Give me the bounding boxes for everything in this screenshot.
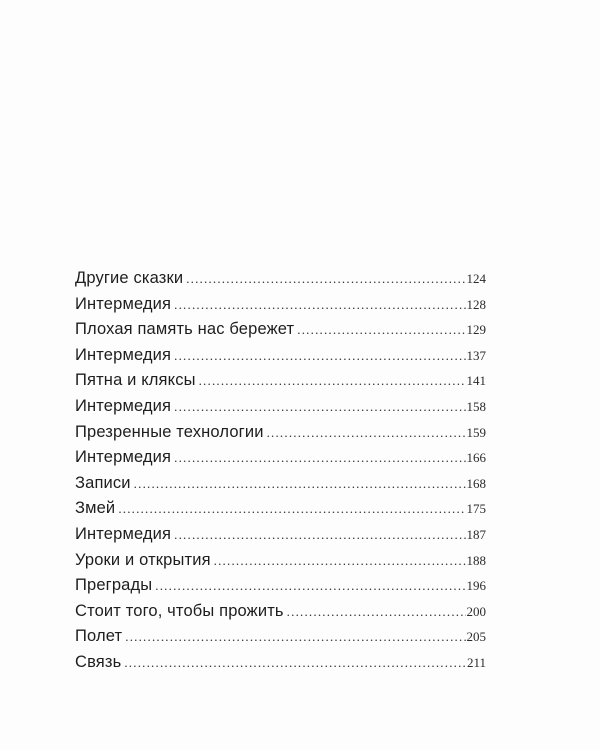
toc-dot-leader <box>174 292 465 318</box>
toc-entry[interactable] <box>75 445 486 471</box>
toc-entry[interactable] <box>75 573 486 599</box>
toc-entry-title: Интермедия <box>75 294 172 313</box>
toc-dot-leader <box>297 317 465 343</box>
toc-entry-title: Записи <box>75 473 131 492</box>
toc-dot-leader <box>118 496 465 522</box>
toc-entry-title: Интермедия <box>75 524 172 543</box>
toc-entry[interactable] <box>75 394 486 420</box>
toc-dot-leader <box>174 522 465 548</box>
toc-entry-page: 175 <box>466 501 486 517</box>
toc-entry-page: 128 <box>466 296 486 312</box>
toc-entry-page: 188 <box>466 552 486 568</box>
toc-dot-leader <box>174 394 465 420</box>
toc-entry[interactable] <box>75 420 486 446</box>
toc-entry[interactable] <box>75 266 486 292</box>
toc-dot-leader <box>134 471 466 497</box>
toc-dot-leader <box>125 624 465 650</box>
toc-entry-title: Связь <box>75 652 122 671</box>
toc-dot-leader <box>124 650 466 676</box>
toc-entry-page: 159 <box>466 424 486 440</box>
toc-dot-leader <box>186 266 465 292</box>
toc-entry[interactable] <box>75 471 486 497</box>
toc-entry[interactable] <box>75 548 486 574</box>
toc-entry-page: 168 <box>466 475 486 491</box>
toc-entry[interactable] <box>75 343 486 369</box>
toc-entry-title: Стоит того, чтобы прожить <box>75 601 284 620</box>
toc-entry-title: Интермедия <box>75 396 172 415</box>
toc-entry-page: 124 <box>466 271 486 286</box>
toc-dot-leader <box>199 368 466 394</box>
toc-entry-title: Преграды <box>75 576 153 595</box>
toc-entry-title: Змей <box>75 499 116 518</box>
toc-entry[interactable] <box>75 522 486 548</box>
toc-dot-leader <box>155 573 465 599</box>
toc-dot-leader <box>267 420 466 446</box>
toc-dot-leader <box>174 445 465 471</box>
toc-entry[interactable] <box>75 368 486 394</box>
toc-entry[interactable] <box>75 624 486 650</box>
toc-entry-title: Плохая память нас бережет <box>75 320 295 339</box>
toc-entry[interactable] <box>75 599 486 625</box>
toc-entry[interactable] <box>75 317 486 343</box>
toc-entry-page: 129 <box>466 322 486 338</box>
toc-entry-title: Пятна и кляксы <box>75 371 196 390</box>
toc-dot-leader <box>174 343 465 369</box>
toc-entry-page: 158 <box>466 398 486 414</box>
toc-entry-page: 166 <box>466 450 486 466</box>
toc-entry-page: 187 <box>466 526 486 542</box>
toc-entry-page: 137 <box>466 347 486 363</box>
toc-entry-title: Презренные технологии <box>75 422 264 441</box>
toc-entry-title: Уроки и открытия <box>75 550 211 569</box>
toc-entry-title: Интермедия <box>75 448 172 467</box>
toc-entry-title: Интермедия <box>75 345 172 364</box>
toc-entry-title: Полет <box>75 627 123 646</box>
toc-entry-page: 141 <box>466 373 486 389</box>
toc-entry[interactable] <box>75 496 486 522</box>
toc-dot-leader <box>214 548 466 574</box>
table-of-contents <box>75 266 486 676</box>
toc-entry[interactable] <box>75 650 486 676</box>
toc-entry-page: 196 <box>466 578 486 594</box>
toc-entry-page: 200 <box>466 603 486 619</box>
toc-entry-title: Другие сказки <box>75 269 184 287</box>
toc-dot-leader <box>287 599 466 625</box>
toc-entry-page: 205 <box>466 629 486 645</box>
toc-entry-page: 211 <box>466 654 486 670</box>
toc-entry[interactable] <box>75 292 486 318</box>
